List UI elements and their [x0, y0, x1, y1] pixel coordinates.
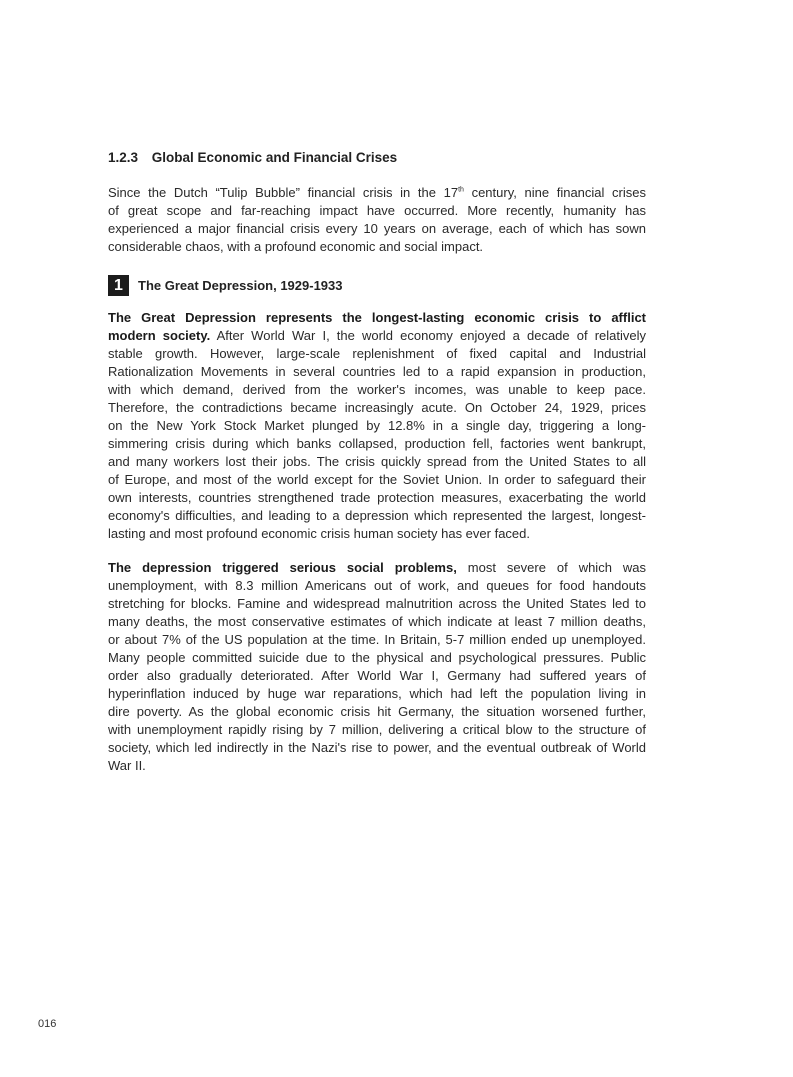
line-text: of Europe, and most of the world except for the Soviet Union. In order to safeguard their	[108, 472, 646, 487]
text-line	[108, 453, 646, 471]
section-number: 1.2.3	[108, 150, 139, 165]
line-text: hyperinflation induced by huge war reparations, which had left the population living in	[108, 686, 646, 701]
section-heading	[108, 150, 397, 165]
text-line	[108, 739, 646, 757]
text-line	[108, 631, 646, 649]
bold-lead-text: modern society.	[108, 328, 211, 343]
text-line	[108, 238, 646, 256]
text-line	[108, 595, 646, 613]
line-text: century, nine financial crises	[463, 185, 646, 200]
text-line	[108, 507, 646, 525]
line-text: War II.	[108, 758, 146, 773]
text-line	[108, 202, 646, 220]
text-line	[108, 703, 646, 721]
page-number: 016	[38, 1018, 57, 1030]
subsection-heading	[108, 275, 343, 296]
subsection-number-badge: 1	[108, 275, 129, 296]
section-title: Global Economic and Financial Crises	[151, 150, 398, 165]
line-text: Rationalization Movements in several countries led to a rapid expansion in production,	[108, 364, 646, 379]
line-text: of great scope and far-reaching impact have occurred. More recently, humanity has	[108, 203, 646, 218]
bold-lead-text: The depression triggered serious social problems,	[108, 560, 457, 575]
text-line	[108, 184, 646, 202]
line-text: with unemployment rapidly rising by 7 million, delivering a critical blow to the structure of	[108, 722, 646, 737]
line-text: society, which led indirectly in the Nazi's rise to power, and the eventual outbreak of World	[108, 740, 646, 755]
text-line	[108, 559, 646, 577]
line-text: most severe of which was	[456, 560, 647, 575]
bold-lead-text: The Great Depression represents the longest-lasting economic crisis to afflict	[108, 310, 646, 325]
text-line	[108, 363, 646, 381]
line-text: Therefore, the contradictions became increasingly acute. On October 24, 1929, prices	[108, 400, 646, 415]
text-line	[108, 667, 646, 685]
line-text: and many workers lost their jobs. The crisis quickly spread from the United States to all	[108, 454, 646, 469]
text-line	[108, 577, 646, 595]
text-line	[108, 220, 646, 238]
superscript: th	[458, 186, 464, 194]
text-line	[108, 327, 646, 345]
line-text: considerable chaos, with a profound economic and social impact.	[108, 239, 484, 254]
line-text: simmering crisis during which banks collapsed, production fell, factories went bankrupt,	[108, 436, 646, 451]
text-line	[108, 489, 646, 507]
social-problems-paragraph	[108, 559, 646, 775]
line-text: many deaths, the most conservative estimates of which indicate at least 7 million deaths,	[108, 614, 646, 629]
line-text: Since the Dutch “Tulip Bubble” financial crisis in the 17	[108, 185, 459, 200]
text-line	[108, 417, 646, 435]
line-text: economy's difficulties, and leading to a depression which represented the largest, longest-	[108, 508, 646, 523]
line-text: on the New York Stock Market plunged by 12.8% in a single day, triggering a long-	[108, 418, 646, 433]
great-depression-paragraph	[108, 309, 646, 543]
text-line	[108, 685, 646, 703]
line-text: own interests, countries strengthened trade protection measures, exacerbating the world	[108, 490, 646, 505]
text-line	[108, 757, 646, 775]
line-text: After World War I, the world economy enjoyed a decade of relatively	[210, 328, 646, 343]
text-line	[108, 399, 646, 417]
line-text: lasting and most profound economic crisis human society has ever faced.	[108, 526, 530, 541]
line-text: dire poverty. As the global economic crisis hit Germany, the situation worsened further,	[108, 704, 646, 719]
text-line	[108, 721, 646, 739]
text-line	[108, 471, 646, 489]
subsection-title: The Great Depression, 1929-1933	[138, 278, 343, 293]
line-text: with which demand, derived from the worker's incomes, was unable to keep pace.	[108, 382, 646, 397]
text-line	[108, 381, 646, 399]
line-text: experienced a major financial crisis every 10 years on average, each of which has sown	[108, 221, 646, 236]
text-line	[108, 649, 646, 667]
intro-paragraph	[108, 184, 646, 256]
line-text: stretching for blocks. Famine and widespread malnutrition across the United States led to	[108, 596, 646, 611]
line-text: stable growth. However, large-scale replenishment of fixed capital and Industrial	[108, 346, 646, 361]
line-text: order also gradually deteriorated. After World War I, Germany had suffered years of	[108, 668, 646, 683]
line-text: or about 7% of the US population at the time. In Britain, 5-7 million ended up unemployed.	[108, 632, 646, 647]
text-line	[108, 345, 646, 363]
line-text: unemployment, with 8.3 million Americans out of work, and queues for food handouts	[108, 578, 646, 593]
text-line	[108, 309, 646, 327]
text-line	[108, 525, 646, 543]
line-text: Many people committed suicide due to the physical and psychological pressures. Public	[108, 650, 646, 665]
text-line	[108, 613, 646, 631]
text-line	[108, 435, 646, 453]
